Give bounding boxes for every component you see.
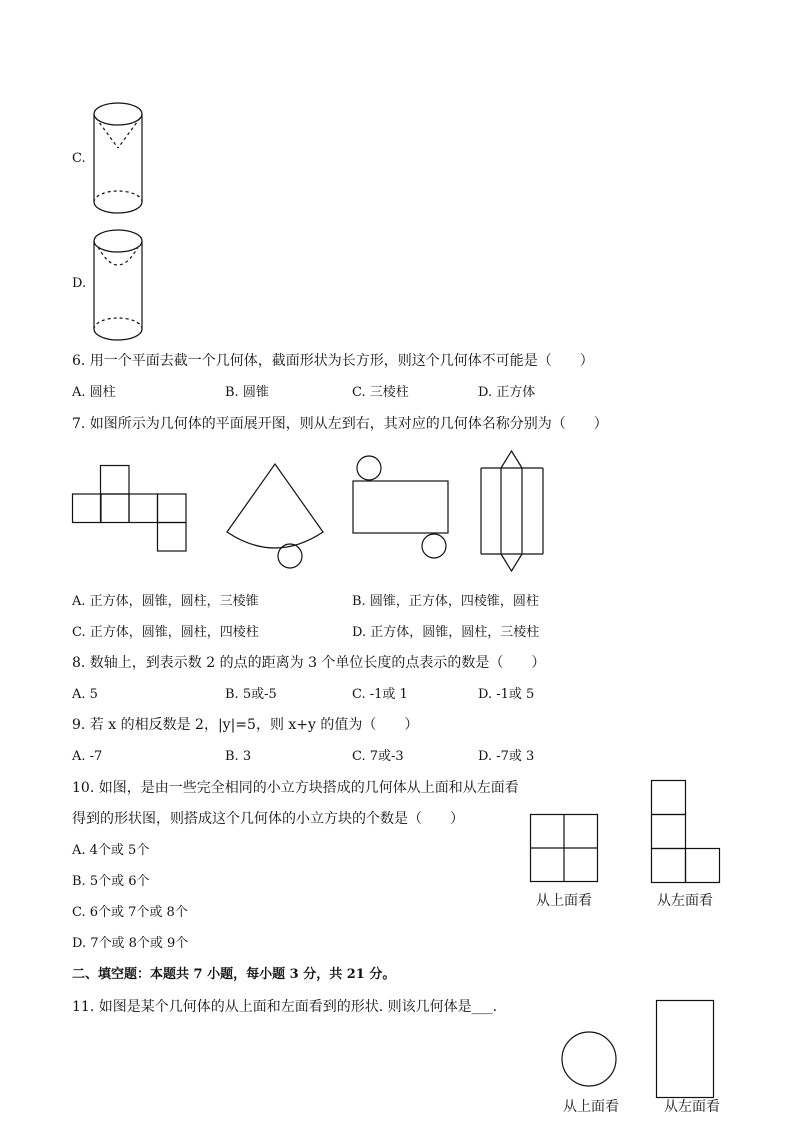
q7-stem: 7. 如图所示为几何体的平面展开图，则从左到右，其对应的几何体名称分别为（ ） (72, 416, 608, 432)
q10-option-d: D. 7个或 8个或 9个 (72, 936, 189, 951)
q7-option-c: C. 正方体，圆锥，圆柱，四棱柱 (72, 625, 259, 640)
q11-caption-left: 从左面看 (664, 1099, 720, 1115)
section-2-title: 二、填空题：本题共 7 小题，每小题 3 分，共 21 分。 (72, 967, 396, 982)
q10-option-c: C. 6个或 7个或 8个 (72, 905, 188, 920)
cylinder-net-figure (352, 455, 452, 565)
q10-caption-top: 从上面看 (536, 893, 592, 909)
prism-net-figure (480, 450, 550, 575)
q10-top-view-figure (530, 814, 600, 884)
q10-stem-line2: 得到的形状图，则搭成这个几何体的小立方块的个数是（ ） (72, 811, 464, 827)
q9-option-a: A. -7 (72, 749, 103, 764)
q10-option-a: A. 4个或 5个 (72, 843, 150, 858)
q6-option-c: C. 三棱柱 (352, 385, 409, 400)
option-d-label: D. (72, 276, 87, 291)
cylinder-cone-figure-c (90, 98, 150, 218)
q9-stem: 9. 若 x 的相反数是 2，|y|=5，则 x+y 的值为（ ） (72, 717, 419, 733)
q6-stem: 6. 用一个平面去截一个几何体，截面形状为长方形，则这个几何体不可能是（ ） (72, 353, 594, 369)
q8-option-d: D. -1或 5 (478, 687, 535, 702)
q10-caption-left: 从左面看 (657, 893, 713, 909)
q8-option-a: A. 5 (72, 687, 98, 702)
q7-option-b: B. 圆锥，正方体，四棱锥，圆柱 (352, 594, 539, 609)
q10-left-view-figure (651, 780, 723, 886)
q8-option-c: C. -1或 1 (352, 687, 408, 702)
cube-net-figure (72, 465, 192, 555)
q11-caption-top: 从上面看 (563, 1099, 619, 1115)
q6-option-a: A. 圆柱 (72, 385, 116, 400)
q11-left-view-rectangle (656, 1000, 716, 1102)
q10-option-b: B. 5个或 6个 (72, 874, 150, 889)
q8-stem: 8. 数轴上，到表示数 2 的点的距离为 3 个单位长度的点表示的数是（ ） (72, 655, 546, 671)
q7-option-d: D. 正方体，圆锥，圆柱，三棱柱 (352, 625, 540, 640)
cylinder-cone-figure-d (90, 225, 150, 345)
q11-stem: 11. 如图是某个几何体的从上面和左面看到的形状. 则该几何体是___. (72, 999, 498, 1015)
q6-option-d: D. 正方体 (478, 385, 536, 400)
q10-stem-line1: 10. 如图，是由一些完全相同的小立方块搭成的几何体从上面和从左面看 (72, 780, 519, 796)
option-c-label: C. (72, 151, 86, 166)
q9-option-d: D. -7或 3 (478, 749, 535, 764)
q9-option-b: B. 3 (225, 749, 252, 764)
q7-option-a: A. 正方体，圆锥，圆柱，三棱锥 (72, 594, 259, 609)
q11-top-view-circle (561, 1031, 621, 1091)
q9-option-c: C. 7或-3 (352, 749, 404, 764)
q6-option-b: B. 圆锥 (225, 385, 269, 400)
q8-option-b: B. 5或-5 (225, 687, 277, 702)
cone-net-figure (225, 462, 325, 572)
